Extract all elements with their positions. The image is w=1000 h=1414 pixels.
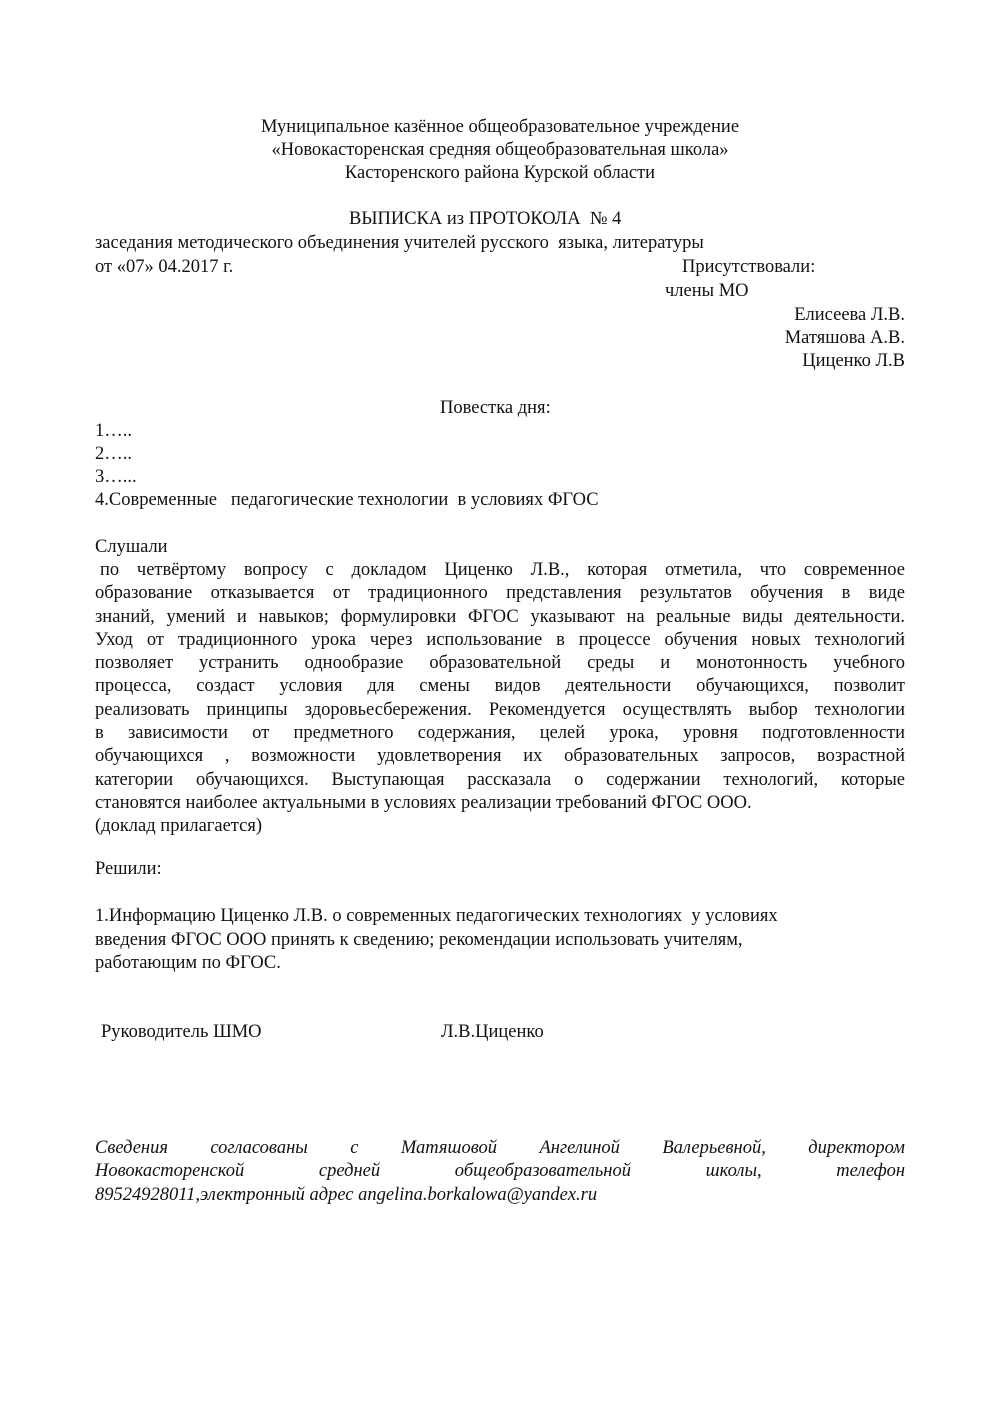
agenda-item: 4.Современные педагогические технологии в условиях ФГОС	[95, 490, 599, 510]
decided-line: 1.Информацию Циценко Л.В. о современных педагогических технологиях у условиях	[95, 906, 778, 926]
agenda-item: 2…..	[95, 444, 132, 464]
heard-line: категории обучающихся. Выступающая рассказала о содержании технологий, которые	[95, 769, 905, 790]
heard-line: реализовать принципы здоровьесбережения. Рекомендуется осуществлять выбор технологии	[95, 699, 905, 720]
agenda-item: 3…...	[95, 467, 137, 487]
signature-role: Руководитель ШМО	[101, 1022, 262, 1042]
heard-line: позволяет устранить однообразие образовательной среды и монотонность учебного	[95, 653, 905, 674]
document-title: ВЫПИСКА из ПРОТОКОЛА № 4	[349, 209, 622, 229]
attendee-name: Матяшова А.В.	[784, 328, 905, 348]
footer-note	[95, 1137, 905, 1207]
heard-note: (доклад прилагается)	[95, 816, 262, 837]
heard-line: обучающихся , возможности удовлетворения их образовательных запросов, возрастной	[95, 746, 905, 767]
attendance-group: члены МО	[665, 281, 749, 301]
heard-line: знаний, умений и навыков; формулировки ФГОС указывают на реальные виды деятельности.	[95, 606, 905, 627]
agenda-title: Повестка дня:	[440, 398, 551, 418]
footer-line: 89524928011,электронный адрес angelina.borkalowa@yandex.ru	[95, 1184, 598, 1205]
heard-line: в зависимости от предметного содержания, целей урока, уровня подготовленности	[95, 723, 905, 744]
attendee-name: Циценко Л.В	[802, 351, 905, 371]
footer-line: Сведения согласованы с Матяшовой Ангелиной Валерьевной, директором	[95, 1138, 905, 1158]
agenda-item: 1…..	[95, 421, 132, 441]
meeting-description: заседания методического объединения учителей русского языка, литературы	[95, 233, 704, 253]
header-institution-line: Муниципальное казённое общеобразовательное учреждение	[260, 117, 740, 137]
signature-name: Л.В.Циценко	[441, 1022, 544, 1042]
heard-line: образование отказывается от традиционного представления результатов обучения в виде	[95, 583, 905, 604]
decided-line: введения ФГОС ООО принять к сведению; рекомендации использовать учителям,	[95, 930, 743, 950]
meeting-date: от «07» 04.2017 г.	[95, 257, 234, 277]
heard-line: Уход от традиционного урока через использование в процессе обучения новых технологий	[95, 629, 905, 650]
heard-line: по четвёртому вопросу с докладом Циценко Л.В., которая отметила, что современное	[100, 560, 905, 580]
header-school-line: «Новокасторенская средняя общеобразовательная школа»	[271, 140, 729, 160]
heard-line: становятся наиболее актуальными в условиях реализации требований ФГОС ООО.	[95, 792, 752, 813]
attendee-name: Елисеева Л.В.	[794, 305, 905, 325]
decided-title: Решили:	[95, 859, 162, 879]
heard-line: процесса, создаст условия для смены видов деятельности обучающихся, позволит	[95, 676, 905, 697]
decided-line: работающим по ФГОС.	[95, 953, 281, 973]
header-region-line: Касторенского района Курской области	[344, 163, 656, 183]
attendance-label: Присутствовали:	[682, 257, 816, 277]
heard-title: Слушали	[95, 537, 168, 557]
footer-line: Новокасторенской средней общеобразовательной школы, телефон	[95, 1161, 905, 1182]
heard-paragraph	[95, 559, 905, 839]
